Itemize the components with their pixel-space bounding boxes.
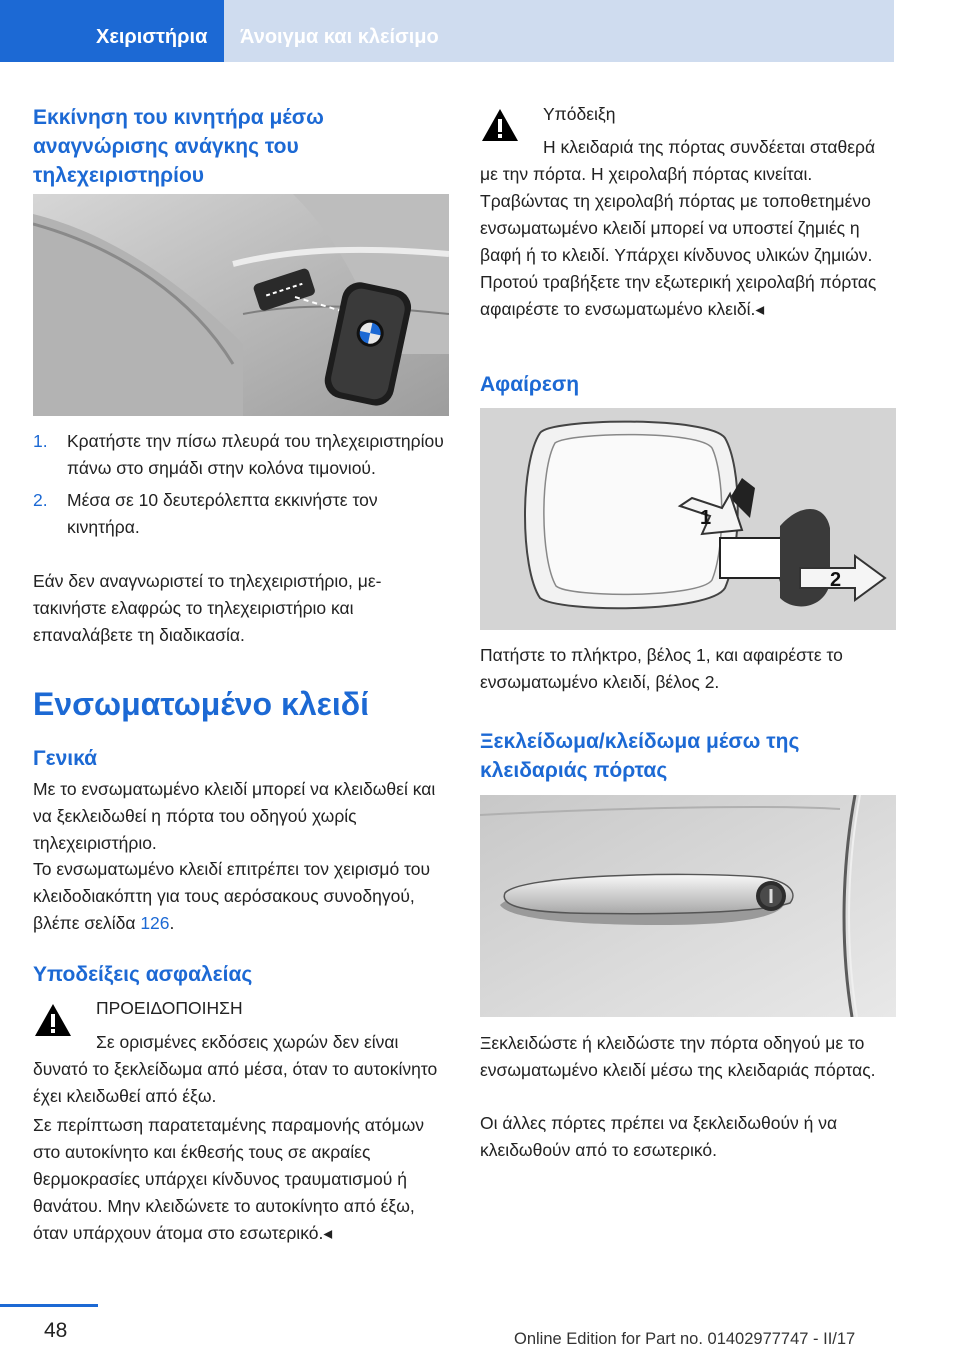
footer-rule	[0, 1304, 98, 1307]
step-item	[33, 428, 449, 482]
page-reference-link[interactable]: 126	[140, 913, 170, 933]
edition-text: Online Edition for Part no. 01402977747 - II/17	[514, 1330, 856, 1348]
header-tab-inactive[interactable]	[224, 0, 894, 62]
step-item	[33, 487, 449, 541]
step-text: Μέσα σε 10 δευτερόλεπτα εκκινήστε τον κινητήρα.	[67, 490, 378, 537]
step-number: 1.	[33, 431, 48, 451]
retry-paragraph: Εάν δεν αναγνωριστεί το τηλεχειριστήριο, μετακινήστε ελαφρώς το τηλεχειριστήριο και επαναλάβετε τη διαδικασία.	[33, 571, 382, 645]
heading-removal: Αφαίρεση	[480, 373, 580, 396]
general-paragraph-2-text: Το ενσωματωμένο κλειδί επιτρέπει τον χειρισμό του κλειδοδιακόπτη για τους αερόσακους συνοδηγού, βλέπε σελίδα	[33, 859, 431, 933]
heading-general: Γενικά	[33, 747, 98, 770]
header-tab-active-label: Χειριστήρια	[96, 26, 208, 48]
general-paragraph-2	[33, 856, 449, 937]
lock-paragraph-2: Οι άλλες πόρτες πρέπει να ξεκλειδωθούν ή να κλειδωθούν από το εσωτερικό.	[480, 1113, 838, 1160]
heading-safety-notes: Υποδείξεις ασφαλείας	[33, 963, 253, 986]
step-text: Κρατήστε την πίσω πλευρά του τηλεχειριστηρίου πάνω στο σημάδι στην κολόνα τιμονιού.	[67, 431, 444, 478]
figure-door-handle	[480, 795, 896, 1017]
arrow-1-label: 1	[700, 507, 712, 529]
general-paragraph-1: Με το ενσωματωμένο κλειδί μπορεί να κλειδωθεί και να ξεκλειδωθεί η πόρτα του οδηγού χωρίς τηλεχειριστήριο.	[33, 779, 436, 853]
step-list	[33, 428, 449, 546]
page-header	[0, 0, 960, 62]
heading-lock-unlock: Ξεκλείδωμα/κλείδωμα μέσω της κλειδαριάς πόρτας	[480, 730, 800, 782]
warning-paragraph-1: Σε ορισμένες εκδόσεις χωρών δεν είναι δυνατό το ξεκλείδωμα από μέσα, όταν το αυτοκίνητο έχει κλειδωθεί από έξω.	[33, 1032, 438, 1106]
main-heading-integrated-key: Ενσωματωμένο κλειδί	[33, 686, 369, 722]
figure-key-removal	[480, 408, 896, 630]
general-paragraph-2-end: .	[169, 913, 175, 933]
removal-paragraph: Πατήστε το πλήκτρο, βέλος 1, και αφαιρέστε το ενσωματωμένο κλειδί, βέλος 2.	[480, 645, 843, 692]
step-number: 2.	[33, 490, 48, 510]
section-title-engine-start: Εκκίνηση του κινητήρα μέσω αναγνώρισης ανάγκης του τηλεχειριστηρίου	[33, 106, 324, 187]
note-title: Υπόδειξη	[543, 104, 616, 124]
warning-title: ΠΡΟΕΙΔΟΠΟΙΗΣΗ	[96, 998, 243, 1018]
lock-paragraph-1: Ξεκλειδώστε ή κλειδώστε την πόρτα οδηγού με το ενσωματωμένο κλειδί μέσω της κλειδαριάς πόρτας.	[480, 1033, 876, 1080]
arrow-2-label: 2	[830, 569, 842, 591]
note-paragraph: Η κλειδαριά της πόρτας συνδέεται σταθερά με την πόρτα. Η χειρολαβή πόρτας κινείται. Τραβώντας τη χειρολαβή πόρτας με τοποθετημένο ενσωματωμένο κλειδί μπορεί να υποστεί ζημιές η βαφή ή το κλειδί. Υπάρχει κίνδυνος υλικών ζημιών. Προτού τραβήξετε την εξωτερική χειρολαβή πόρτας αφαιρέστε το ενσωματωμένο κλειδί.◂	[480, 137, 877, 319]
figure-key-on-steering-column	[33, 194, 449, 416]
warning-paragraph-2: Σε περίπτωση παρατεταμένης παραμονής ατόμων στο αυτοκίνητο και έκθεσής τους σε ακραίες θερμοκρασίες υπάρχει κίνδυνος τραυματισμού ή θανάτου. Μην κλειδώνετε το αυτοκίνητο από έξω, όταν υπάρχουν άτομα στο εσωτερικό.◂	[33, 1115, 425, 1243]
page-number: 48	[44, 1319, 68, 1342]
header-tab-active[interactable]	[0, 0, 224, 62]
header-tab-inactive-label: Άνοιγμα και κλείσιμο	[240, 26, 439, 48]
